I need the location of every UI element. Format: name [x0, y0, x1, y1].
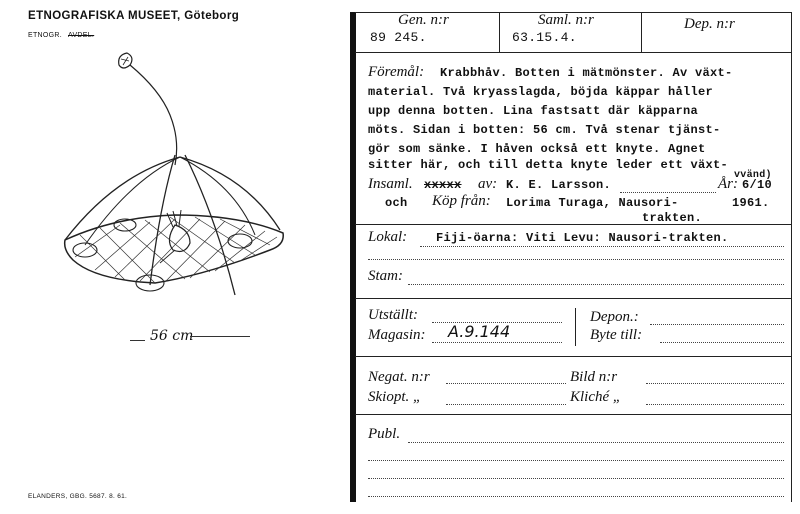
foremal-line-2: material. Två kryasslagda, böjda käppar håller — [368, 85, 714, 99]
ar-label: År: — [718, 176, 738, 192]
utstallt-label: Utställt: — [368, 307, 419, 323]
negat-label: Negat. n:r — [368, 369, 430, 385]
card-left-rule — [350, 12, 356, 502]
lokal-rule-2 — [368, 259, 784, 260]
gen-value: 89 245. — [370, 30, 427, 45]
cliche-rule — [646, 404, 784, 405]
foremal-label: Föremål: — [368, 64, 425, 80]
byte-label: Byte till: — [590, 327, 643, 343]
saml-label: Saml. n:r — [538, 12, 594, 28]
dep-label: Dep. n:r — [684, 16, 735, 32]
museum-header: ETNOGRAFISKA MUSEET, Göteborg — [28, 10, 240, 22]
saml-value: 63.15.4. — [512, 30, 577, 45]
size-annotation-text: 56 cm — [150, 328, 194, 344]
publ-rule-3 — [368, 478, 784, 479]
negat-rule — [446, 383, 566, 384]
depon-rule — [650, 324, 784, 325]
stam-bottom-line — [355, 298, 792, 299]
header-bottom-line — [355, 52, 792, 53]
publ-label: Publ. — [368, 426, 401, 442]
insaml-av-label: av: — [478, 176, 498, 192]
department-line — [28, 32, 94, 39]
foremal-line-5: gör som sänke. I håven också ett knyte. Agnet — [368, 142, 706, 156]
lokal-label: Lokal: — [368, 229, 408, 245]
publ-rule-1 — [408, 442, 784, 443]
stam-rule — [408, 284, 784, 285]
magasin-value: A.9.144 — [448, 322, 511, 341]
skiopt-rule — [446, 404, 566, 405]
insaml-value: K. E. Larsson. — [506, 178, 612, 192]
photo-bottom-line — [355, 414, 792, 415]
header-divider-2 — [641, 12, 642, 52]
year-value: 1961. — [732, 196, 770, 210]
ar-value: 6/10 — [742, 178, 773, 192]
lokal-rule — [420, 246, 784, 247]
insaml-label: Insaml. — [368, 176, 413, 192]
publ-rule-4 — [368, 496, 784, 497]
skiopt-label: Skiopt. „ — [368, 389, 422, 405]
magasin-rule — [432, 342, 562, 343]
gen-label: Gen. n:r — [398, 12, 449, 28]
bild-rule — [646, 383, 784, 384]
foremal-line-6: sitter här, och till detta knyte leder ett växt- — [368, 158, 729, 172]
lokal-value: Fiji-öarna: Viti Levu: Nausori-trakten. — [436, 231, 729, 245]
struck-department: AVDEL. — [68, 32, 95, 39]
header-divider-1 — [499, 12, 500, 52]
depon-label: Depon.: — [590, 309, 639, 325]
crab-net-sketch — [55, 45, 295, 305]
byte-rule — [660, 342, 784, 343]
stam-label: Stam: — [368, 268, 403, 284]
size-annotation — [130, 328, 270, 352]
foremal-line-1: Krabbhåv. Botten i mätmönster. Av växt- — [440, 66, 733, 80]
kop-value-1: Lorima Turaga, Nausori- — [506, 196, 679, 210]
foremal-line-3: upp denna botten. Lina fastsatt där käpparna — [368, 104, 699, 118]
foremal-insert: vvänd) — [734, 170, 772, 181]
bild-label: Bild n:r — [570, 369, 618, 385]
cliche-label: Kliché „ — [570, 389, 622, 405]
kop-value-2: trakten. — [642, 211, 703, 225]
magasin-label: Magasin: — [368, 327, 426, 343]
storage-divider — [575, 308, 576, 346]
insaml-rule — [620, 192, 716, 193]
foremal-line-4: möts. Sidan i botten: 56 cm. Två stenar tjänst- — [368, 123, 721, 137]
storage-bottom-line — [355, 356, 792, 357]
kop-bottom-line — [355, 224, 792, 225]
printer-imprint: ELANDERS, GBG. 5687. 8. 61. — [28, 493, 128, 500]
insaml-struck: xxxxx — [424, 178, 462, 192]
kop-label: Köp från: — [432, 193, 491, 209]
card-right-border — [791, 12, 792, 502]
och-text: och — [385, 196, 408, 210]
publ-rule-2 — [368, 460, 784, 461]
etnogr-label: ETNOGR. — [28, 32, 62, 39]
